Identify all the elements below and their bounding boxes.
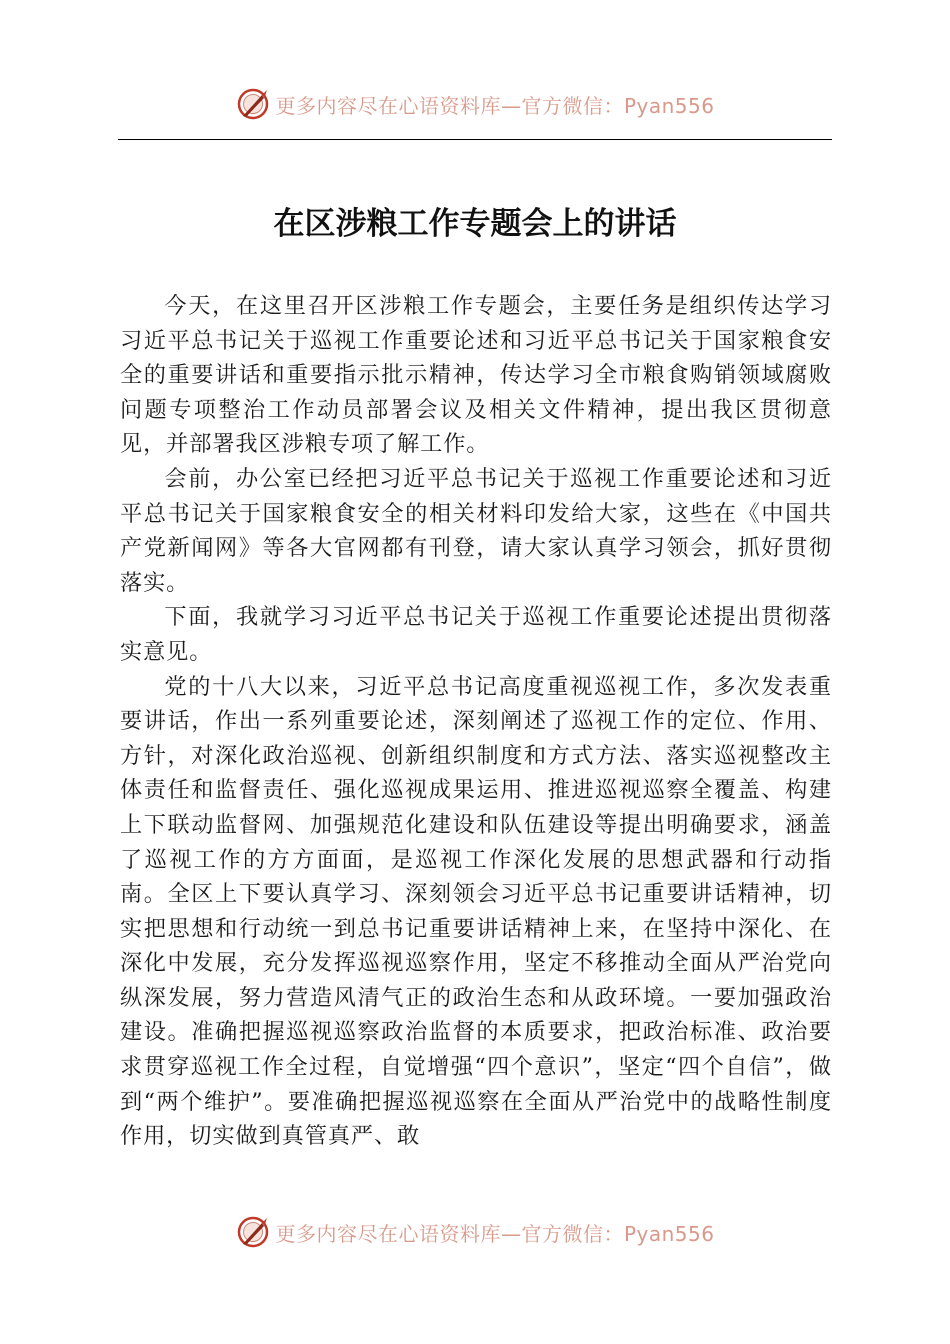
paragraph-4: 党的十八大以来，习近平总书记高度重视巡视工作，多次发表重要讲话，作出一系列重要论述，深刻阐述了巡视工作的定位、作用、方针，对深化政治巡视、创新组织制度和方式方法、落实巡视整改主体责任和监督责任、强化巡视成果运用、推进巡视巡察全覆盖、构建上下联动监督网、加强规范化建设和队伍建设等提出明确要求，涵盖了巡视工作的方方面面，是巡视工作深化发展的思想武器和行动指南。全区上下要认真学习、深刻领会习近平总书记重要讲话精神，切实把思想和行动统一到总书记重要讲话精神上来，在坚持中深化、在深化中发展，充分发挥巡视巡察作用，坚定不移推动全面从严治党向纵深发展，努力营造风清气正的政治生态和从政环境。一要加强政治建设。准确把握巡视巡察政治监督的本质要求，把政治标准、政治要求贯穿巡视工作全过程，自觉增强“四个意识”，坚定“四个自信”，做到“两个维护”。要准确把握巡视巡察在全面从严治党中的战略性制度作用，切实做到真管真严、敢: [120, 673, 832, 1150]
header-watermark-banner: [0, 84, 950, 124]
header-divider: [118, 139, 832, 140]
document-title: 在区涉粮工作专题会上的讲话: [273, 206, 677, 242]
paragraph-1: 今天，在这里召开区涉粮工作专题会，主要任务是组织传达学习习近平总书记关于巡视工作重要论述和习近平总书记关于国家粮食安全的重要讲话和重要指示批示精神，传达学习全市粮食购销领域腐败问题专项整治工作动员部署会议及相关文件精神，提出我区贯彻意见，并部署我区涉粮专项了解工作。: [120, 293, 832, 458]
paragraph-2: 会前，办公室已经把习近平总书记关于巡视工作重要论述和习近平总书记关于国家粮食安全的相关材料印发给大家，这些在《中国共产党新闻网》等各大官网都有刊登，请大家认真学习领会，抓好贯彻落实。: [120, 465, 832, 596]
quill-logo-icon: [235, 86, 271, 122]
footer-watermark-banner: [0, 1212, 950, 1252]
document-body: [120, 289, 832, 1154]
paragraph-3: 下面，我就学习习近平总书记关于巡视工作重要论述提出贯彻落实意见。: [120, 604, 832, 665]
quill-logo-icon: [235, 1214, 271, 1250]
footer-watermark-text: 更多内容尽在心语资料库—官方微信：Pyan556: [275, 1221, 715, 1246]
header-watermark-text: 更多内容尽在心语资料库—官方微信：Pyan556: [275, 93, 715, 118]
